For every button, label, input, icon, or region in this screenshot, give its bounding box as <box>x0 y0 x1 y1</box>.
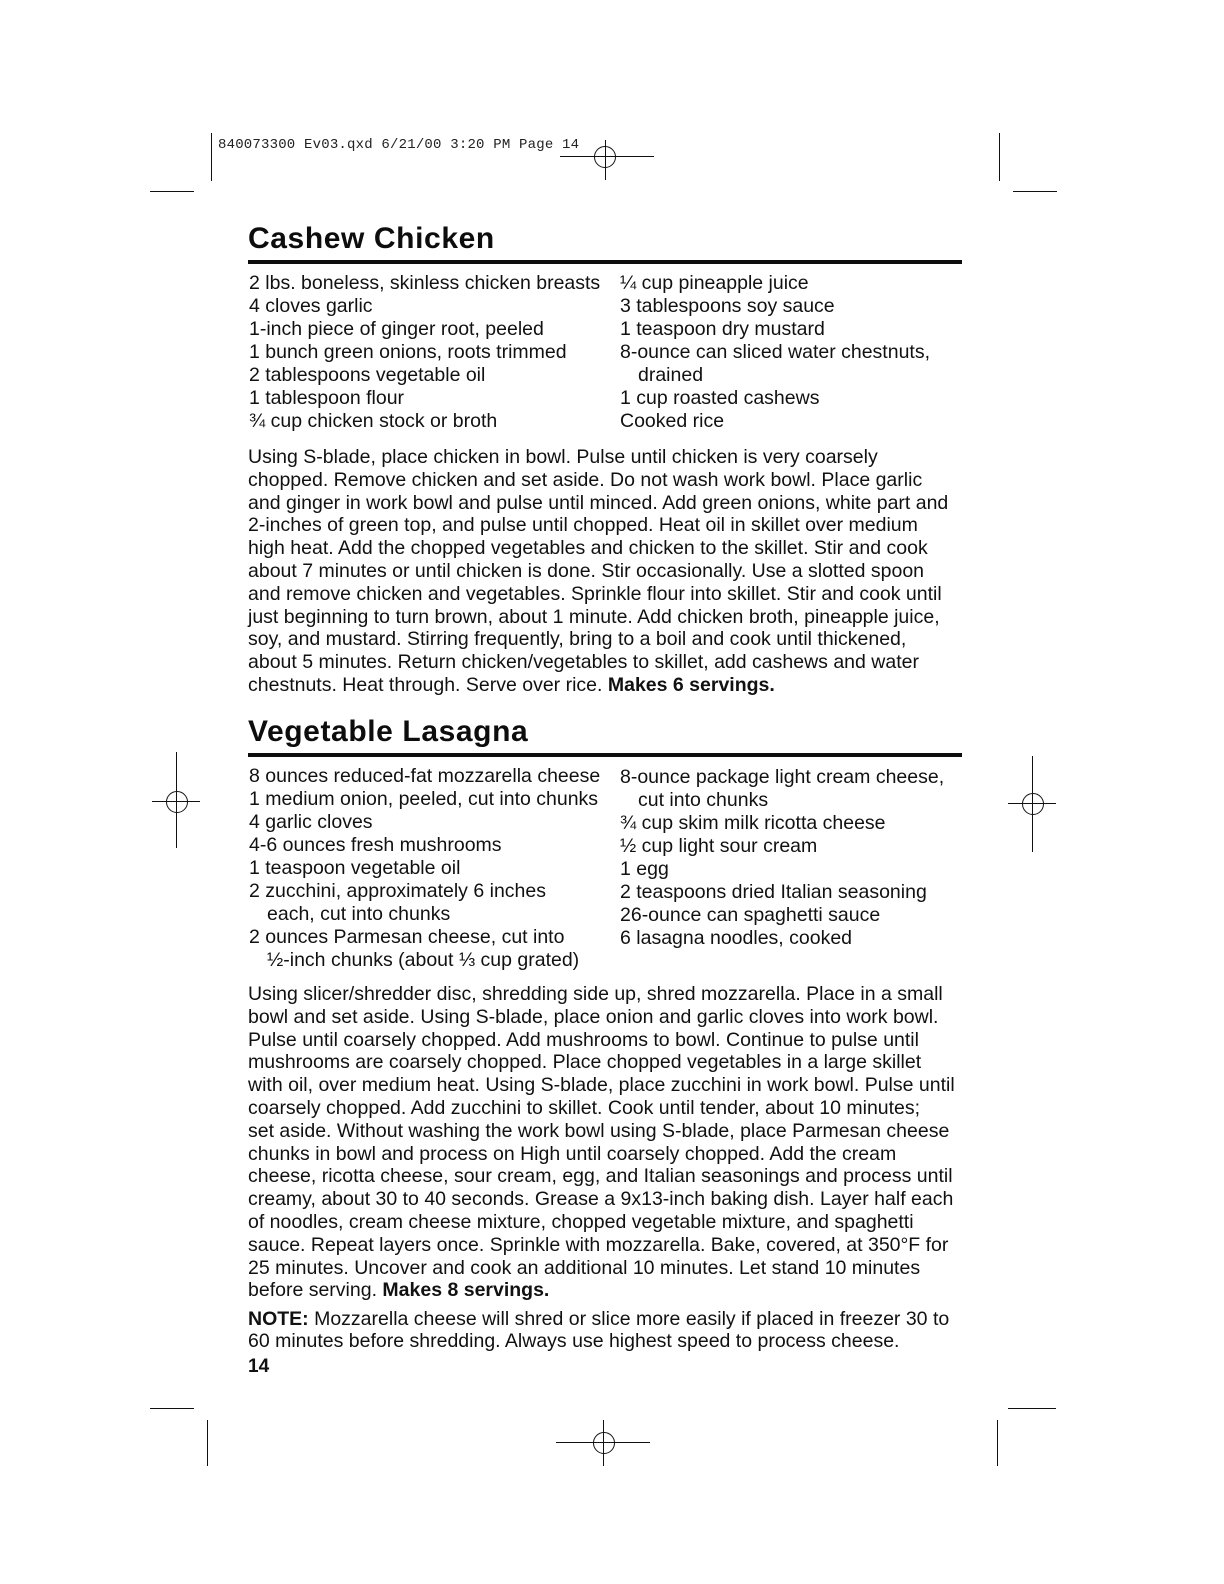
ingredient-item: 8-ounce can sliced water chestnuts, <box>620 341 931 363</box>
note-text: Mozzarella cheese will shred or slice more easily if placed in freezer 30 to <box>314 1308 950 1330</box>
ingredient-item: 2 ounces Parmesan cheese, cut into <box>249 926 565 948</box>
ingredient-item: 2 zucchini, approximately 6 inches <box>249 880 546 902</box>
ingredient-item: 2 tablespoons vegetable oil <box>249 364 486 386</box>
crop-mark <box>1013 191 1057 192</box>
note-label: NOTE: <box>248 1308 309 1330</box>
ingredient-item: 1 medium onion, peeled, cut into chunks <box>249 788 599 810</box>
title-rule <box>248 753 962 757</box>
title-rule <box>248 260 962 264</box>
ingredient-item: 4-6 ounces fresh mushrooms <box>249 834 502 856</box>
directions <box>248 446 968 697</box>
ingredient-item: drained <box>638 364 704 386</box>
ingredient-item: ¼ cup pineapple juice <box>620 272 809 294</box>
crop-mark <box>150 1408 194 1409</box>
crop-mark <box>999 133 1000 181</box>
directions <box>248 983 968 1302</box>
ingredient-item: 1 cup roasted cashews <box>620 387 820 409</box>
ingredients-left <box>249 765 600 972</box>
direction-line: about 5 minutes. Return chicken/vegetables to skillet, add cashews and water <box>248 651 919 674</box>
direction-line: creamy, about 30 to 40 seconds. Grease a 9x13-inch baking dish. Layer half each <box>248 1188 954 1211</box>
ingredient-item: 2 teaspoons dried Italian seasoning <box>620 881 927 903</box>
note-line <box>248 1308 968 1330</box>
direction-line: about 7 minutes or until chicken is done. Stir occasionally. Use a slotted spoon <box>248 559 925 582</box>
ingredient-item: 1 teaspoon dry mustard <box>620 318 825 340</box>
ingredient-item: 8-ounce package light cream cheese, <box>620 766 945 788</box>
note-line: 60 minutes before shredding. Always use highest speed to process cheese. <box>248 1330 900 1352</box>
note <box>248 1308 968 1352</box>
ingredient-item: 8 ounces reduced-fat mozzarella cheese <box>249 765 601 787</box>
direction-line: high heat. Add the chopped vegetables and chicken to the skillet. Stir and cook <box>248 537 928 560</box>
direction-line: soy, and mustard. Stirring frequently, bring to a boil and cook until thickened, <box>248 628 907 651</box>
ingredient-item: ¾ cup skim milk ricotta cheese <box>620 812 886 834</box>
ingredient-item: Cooked rice <box>620 410 725 432</box>
recipe-title: Cashew Chicken <box>248 222 495 255</box>
ingredient-item: 4 garlic cloves <box>249 811 373 833</box>
page-number: 14 <box>248 1356 270 1377</box>
ingredient-item: ½-inch chunks (about ⅓ cup grated) <box>267 949 580 971</box>
direction-line: Using S-blade, place chicken in bowl. Pulse until chicken is very coarsely <box>248 446 878 468</box>
recipe-title: Vegetable Lasagna <box>248 715 529 748</box>
crop-mark <box>1008 1408 1056 1409</box>
registration-mark-icon <box>1022 793 1044 815</box>
direction-line: coarsely chopped. Add zucchini to skillet. Cook until tender, about 10 minutes; <box>248 1096 921 1119</box>
ingredient-item: 1-inch piece of ginger root, peeled <box>249 318 544 340</box>
ingredient-item: 6 lasagna noodles, cooked <box>620 927 853 949</box>
direction-line: bowl and set aside. Using S-blade, place onion and garlic cloves into work bowl. <box>248 1005 939 1028</box>
direction-line: chopped. Remove chicken and set aside. Do not wash work bowl. Place garlic <box>248 468 923 491</box>
direction-line: just beginning to turn brown, about 1 minute. Add chicken broth, pineapple juice, <box>248 605 940 628</box>
ingredient-item: 1 egg <box>620 858 669 880</box>
direction-line: and remove chicken and vegetables. Sprinkle flour into skillet. Stir and cook until <box>248 582 942 605</box>
ingredient-item: 3 tablespoons soy sauce <box>620 295 835 317</box>
direction-line: chunks in bowl and process on High until coarsely chopped. Add the cream <box>248 1142 897 1165</box>
direction-line: of noodles, cream cheese mixture, chopped vegetable mixture, and spaghetti <box>248 1210 914 1233</box>
servings: Makes 6 servings. <box>607 673 775 696</box>
ingredient-item: ½ cup light sour cream <box>620 835 818 857</box>
direction-text: before serving. <box>248 1279 377 1302</box>
registration-mark-line <box>605 140 606 180</box>
direction-line <box>248 1279 968 1302</box>
servings: Makes 8 servings. <box>382 1279 550 1302</box>
crop-mark <box>207 1420 208 1466</box>
crop-mark <box>997 1420 998 1466</box>
direction-line: 25 minutes. Uncover and cook an additional 10 minutes. Let stand 10 minutes <box>248 1256 921 1279</box>
ingredient-item: each, cut into chunks <box>267 903 451 925</box>
direction-line: sauce. Repeat layers once. Sprinkle with mozzarella. Bake, covered, at 350°F for <box>248 1233 949 1256</box>
direction-line: with oil, over medium heat. Using S-blade, place zucchini in work bowl. Pulse until <box>248 1074 955 1097</box>
ingredient-item: 1 tablespoon flour <box>249 387 405 409</box>
direction-line: and ginger in work bowl and pulse until minced. Add green onions, white part and <box>248 491 949 514</box>
ingredient-item: cut into chunks <box>638 789 769 811</box>
print-slug: 840073300 Ev03.qxd 6/21/00 3:20 PM Page 14 <box>218 137 580 153</box>
ingredients-right <box>620 766 944 950</box>
crop-mark <box>211 133 212 181</box>
ingredient-item: 26-ounce can spaghetti sauce <box>620 904 881 926</box>
crop-mark <box>150 191 194 192</box>
registration-mark-icon <box>593 1432 615 1454</box>
direction-line: Using slicer/shredder disc, shredding side up, shred mozzarella. Place in a small <box>248 983 943 1005</box>
ingredient-item: 2 lbs. boneless, skinless chicken breasts <box>249 272 601 294</box>
direction-line: mushrooms are coarsely chopped. Place chopped vegetables in a large skillet <box>248 1051 922 1074</box>
ingredients-left <box>249 272 600 433</box>
direction-line: cheese, ricotta cheese, sour cream, egg, and Italian seasonings and process until <box>248 1165 953 1188</box>
ingredient-item: 1 bunch green onions, roots trimmed <box>249 341 567 363</box>
direction-line: Pulse until coarsely chopped. Add mushrooms to bowl. Continue to pulse until <box>248 1028 919 1051</box>
direction-line: 2-inches of green top, and pulse until chopped. Heat oil in skillet over medium <box>248 514 918 537</box>
direction-text: chestnuts. Heat through. Serve over rice. <box>248 673 603 696</box>
ingredient-item: ¾ cup chicken stock or broth <box>249 410 498 432</box>
ingredient-item: 4 cloves garlic <box>249 295 373 317</box>
direction-line: set aside. Without washing the work bowl using S-blade, place Parmesan cheese <box>248 1119 950 1142</box>
registration-mark-icon <box>166 791 188 813</box>
ingredients-right <box>620 272 930 433</box>
direction-line <box>248 674 968 697</box>
ingredient-item: 1 teaspoon vegetable oil <box>249 857 461 879</box>
